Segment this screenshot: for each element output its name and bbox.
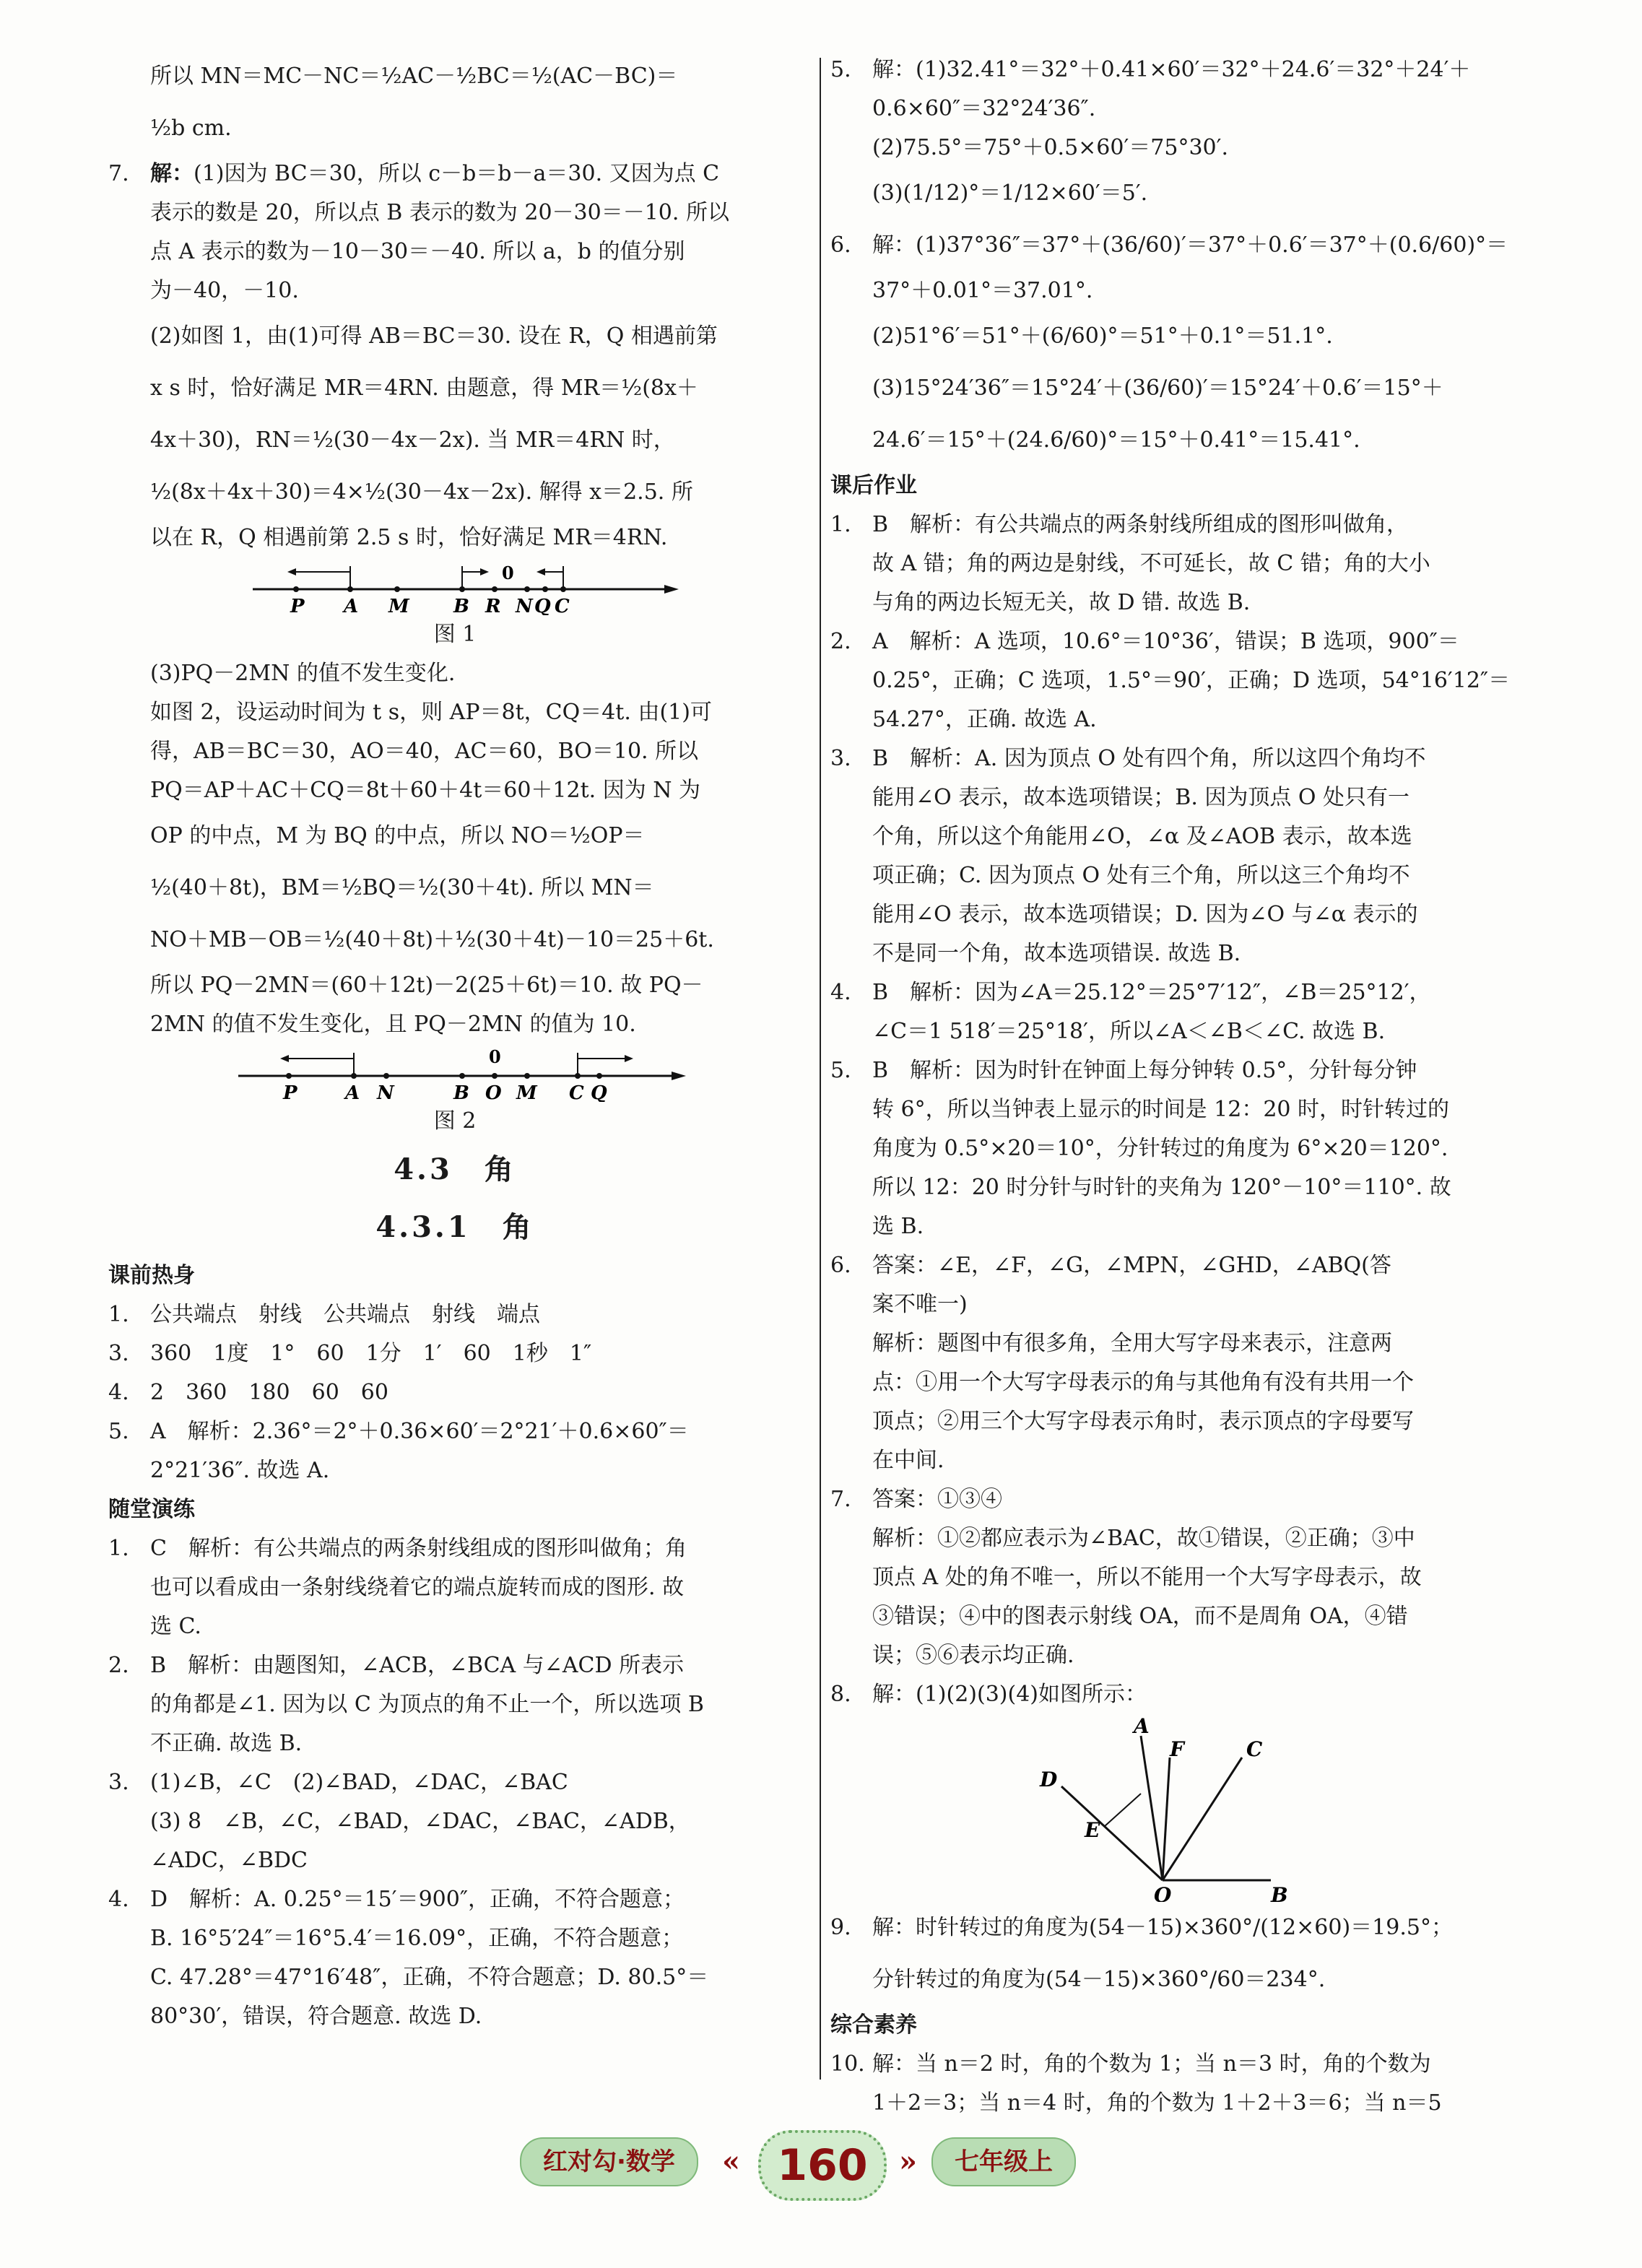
list-item	[108, 1880, 802, 1919]
item-text: 选 B.	[872, 1214, 924, 1239]
item-text: 解：当 n＝2 时，角的个数为 1；当 n＝3 时，角的个数为	[872, 2051, 1431, 2077]
text-line: (1)因为 BC＝30，所以 c－b＝b－a＝30. 又因为点 C	[194, 161, 720, 186]
list-item	[830, 1168, 1524, 1207]
fig1-label: N	[516, 596, 533, 615]
fig1-label: A	[344, 596, 359, 615]
fig2-label: B	[453, 1082, 469, 1102]
item-number: 10.	[830, 2051, 865, 2077]
list-item	[830, 622, 1524, 661]
list-item	[830, 1246, 1524, 1285]
list-item	[108, 1841, 802, 1880]
list-item	[108, 1295, 802, 1334]
list-item	[108, 1646, 802, 1685]
item-text: 37°＋0.01°＝37.01°.	[872, 278, 1093, 303]
item-text: 转 6°，所以当钟表上显示的时间是 12：20 时，时针转过的	[872, 1097, 1450, 1122]
item-text: 解：(1)(2)(3)(4)如图所示：	[872, 1682, 1147, 1707]
item-number: 3.	[108, 1770, 129, 1795]
text-line: 所以 MN＝MC－NC＝½AC－½BC＝½(AC－BC)＝	[150, 64, 678, 89]
text-line: NO＋MB－OB＝½(40＋8t)＋½(30＋4t)－10＝25＋6t.	[150, 927, 714, 952]
item-number: 1.	[108, 1536, 129, 1561]
item-number: 9.	[830, 1915, 851, 1940]
item-text: 在中间.	[872, 1448, 944, 1473]
angle-fig-label: B	[1271, 1883, 1288, 1902]
item-text: D 解析：A. 0.25°＝15′＝900″，正确，不符合题意；	[150, 1887, 685, 1912]
page-number: 160	[758, 2130, 887, 2201]
item-number: 4.	[108, 1887, 129, 1912]
text-line: ½b cm.	[150, 116, 232, 141]
item-text: B 解析：由题图知，∠ACB，∠BCA 与∠ACD 所表示	[150, 1653, 685, 1678]
list-item	[830, 168, 1524, 220]
item-text: (1)∠B，∠C (2)∠BAD，∠DAC，∠BAC	[150, 1770, 568, 1795]
list-item	[108, 1529, 802, 1568]
list-item	[830, 1051, 1524, 1090]
section-title: 4.3 角	[394, 1152, 516, 1186]
list-item	[830, 739, 1524, 778]
item-number: 3.	[830, 746, 851, 771]
section-heading-comprehensive: 综合素养	[830, 2012, 917, 2038]
list-item	[830, 1012, 1524, 1051]
list-item	[108, 1919, 802, 1958]
item-text: 案不唯一)	[872, 1292, 968, 1317]
item-text: B 解析：有公共端点的两条射线所组成的图形叫做角，	[872, 512, 1409, 537]
subsection-title: 4.3.1 角	[375, 1210, 534, 1244]
item-number: 3.	[108, 1341, 129, 1366]
item-text: 解：(1)32.41°＝32°＋0.41×60′＝32°＋24.6′＝32°＋24′＋	[872, 57, 1471, 82]
list-item	[830, 1402, 1524, 1441]
fig2-label: N	[377, 1082, 394, 1102]
number-line-figure-2	[217, 1044, 693, 1102]
list-item	[830, 1675, 1524, 1714]
angle-fig-label: D	[1040, 1768, 1058, 1791]
angle-fig-label: A	[1134, 1714, 1150, 1738]
fig2-zero-label: 0	[489, 1046, 501, 1067]
list-item	[830, 271, 1524, 310]
text-line: 表示的数是 20，所以点 B 表示的数为 20－30＝－10. 所以	[150, 200, 729, 225]
chevron-right-icon: »	[899, 2145, 917, 2178]
chevron-left-icon: «	[722, 2145, 740, 2178]
item-number: 5.	[830, 1058, 851, 1083]
list-item	[830, 1636, 1524, 1675]
item-text: B 解析：A. 因为顶点 O 处有四个角，所以这四个角均不	[872, 746, 1426, 771]
list-item	[830, 1285, 1524, 1324]
jie-label: 解：	[150, 161, 194, 186]
list-item	[108, 1373, 802, 1412]
item-text: C. 47.28°＝47°16′48″，正确，不符合题意；D. 80.5°＝	[150, 1965, 709, 1990]
figure-1-caption: 图 1	[433, 622, 477, 647]
list-item	[108, 1607, 802, 1646]
list-item	[830, 1558, 1524, 1597]
fig2-label: M	[516, 1082, 537, 1102]
text-line: 4x＋30)，RN＝½(30－4x－2x). 当 MR＝4RN 时，	[150, 427, 675, 453]
item-text: 能用∠O 表示，故本选项错误；B. 因为顶点 O 处只有一	[872, 785, 1410, 810]
item-text: B 解析：因为时针在钟面上每分钟转 0.5°，分针每分钟	[872, 1058, 1417, 1083]
list-item	[108, 1451, 802, 1490]
list-item	[830, 1129, 1524, 1168]
list-item	[830, 51, 1524, 90]
item-text: A 解析：2.36°＝2°＋0.36×60′＝2°21′＋0.6×60″＝	[150, 1419, 689, 1444]
list-item	[830, 700, 1524, 739]
text-line: 得，AB＝BC＝30，AO＝40，AC＝60，BO＝10. 所以	[150, 739, 699, 764]
list-item	[108, 1958, 802, 1997]
item-number: 7.	[830, 1487, 851, 1512]
text-line: x s 时，恰好满足 MR＝4RN. 由题意，得 MR＝½(8x＋	[150, 375, 698, 401]
item-text: 选 C.	[150, 1614, 201, 1639]
page-footer	[0, 2130, 1642, 2210]
angle-fig-label: O	[1154, 1883, 1172, 1902]
section-heading-homework: 课后作业	[830, 473, 917, 498]
item-text: 不是同一个角，故本选项错误. 故选 B.	[872, 941, 1241, 966]
section-heading-drill: 随堂演练	[108, 1497, 195, 1522]
list-item	[830, 362, 1524, 414]
section-heading-warmup: 课前热身	[108, 1263, 195, 1288]
list-item	[830, 778, 1524, 817]
item-text: B 解析：因为∠A＝25.12°＝25°7′12″，∠B＝25°12′，	[872, 980, 1431, 1005]
item-text: 答案：∠E，∠F，∠G，∠MPN，∠GHD，∠ABQ(答	[872, 1253, 1391, 1278]
right-column	[830, 51, 1524, 2123]
text-line: 2MN 的值不发生变化，且 PQ－2MN 的值为 10.	[150, 1012, 636, 1037]
number-line-figure-1	[224, 557, 686, 615]
fig2-label: P	[283, 1082, 297, 1102]
grade-pill: 七年级上	[931, 2137, 1076, 2186]
item-text: 0.25°，正确；C 选项，1.5°＝90′，正确；D 选项，54°16′12″＝	[872, 668, 1511, 693]
list-item	[830, 310, 1524, 362]
list-item	[830, 1597, 1524, 1636]
item-text: ∠ADC，∠BDC	[150, 1848, 308, 1873]
item-text: 点：①用一个大写字母表示的角与其他角有没有共用一个	[872, 1370, 1414, 1395]
list-item	[830, 1954, 1524, 2006]
list-item	[830, 1519, 1524, 1558]
list-item	[830, 934, 1524, 973]
text-line: 为－40，－10.	[150, 278, 299, 303]
fig1-label: B	[453, 596, 469, 615]
q7-line	[108, 155, 802, 194]
item-number: 4.	[830, 980, 851, 1005]
fig1-label: Q	[534, 596, 551, 615]
list-item	[830, 1480, 1524, 1519]
text-line: OP 的中点，M 为 BQ 的中点，所以 NO＝½OP＝	[150, 823, 645, 848]
list-item	[830, 856, 1524, 895]
column-divider	[820, 58, 821, 2080]
item-text: 360 1度 1° 60 1分 1′ 60 1秒 1″	[150, 1341, 592, 1366]
item-text: 顶点；②用三个大写字母表示角时，表示顶点的字母要写	[872, 1409, 1414, 1434]
text-line: 点 A 表示的数为－10－30＝－40. 所以 a，b 的值分别	[150, 239, 685, 264]
angle-fig-label: F	[1170, 1737, 1184, 1761]
text-line: (2)如图 1，由(1)可得 AB＝BC＝30. 设在 R，Q 相遇前第	[150, 323, 718, 349]
list-item	[108, 1412, 802, 1451]
item-text: 24.6′＝15°＋(24.6/60)°＝15°＋0.41°＝15.41°.	[872, 427, 1360, 453]
fig1-zero-label: 0	[502, 562, 514, 583]
item-text: 个角，所以这个角能用∠O，∠α 及∠AOB 表示，故本选	[872, 824, 1412, 849]
item-text: 解析：①②都应表示为∠BAC，故①错误，②正确；③中	[872, 1526, 1415, 1551]
list-item	[830, 1207, 1524, 1246]
item-text: 误；⑤⑥表示均正确.	[872, 1643, 1074, 1668]
text-line: PQ＝AP＋AC＋CQ＝8t＋60＋4t＝60＋12t. 因为 N 为	[150, 778, 701, 803]
list-item	[830, 505, 1524, 544]
text-line: ½(8x＋4x＋30)＝4×½(30－4x－2x). 解得 x＝2.5. 所	[150, 479, 693, 505]
angle-figure	[1033, 1714, 1321, 1902]
list-item	[830, 973, 1524, 1012]
item-number: 5.	[108, 1419, 129, 1444]
fig2-label: O	[485, 1082, 502, 1102]
item-text: (2)51°6′＝51°＋(6/60)°＝51°＋0.1°＝51.1°.	[872, 323, 1333, 349]
item-text: 解：时针转过的角度为(54－15)×360°/(12×60)＝19.5°；	[872, 1915, 1453, 1940]
item-text: 公共端点 射线 公共端点 射线 端点	[150, 1302, 540, 1327]
list-item	[830, 90, 1524, 129]
item-number: 8.	[830, 1682, 851, 1707]
item-number: 1.	[108, 1302, 129, 1327]
list-item	[108, 1685, 802, 1724]
left-column	[108, 51, 802, 2036]
list-item	[830, 544, 1524, 583]
fig2-label: C	[569, 1082, 584, 1102]
text-line: ½(40＋8t)，BM＝½BQ＝½(30＋4t). 所以 MN＝	[150, 875, 654, 900]
fig2-label: Q	[591, 1082, 607, 1102]
item-text: 不正确. 故选 B.	[150, 1731, 303, 1756]
text-line: 所以 PQ－2MN＝(60＋12t)－2(25＋6t)＝10. 故 PQ－	[150, 973, 703, 998]
item-text: B. 16°5′24″＝16°5.4′＝16.09°，正确，不符合题意；	[150, 1926, 684, 1951]
list-item	[108, 1568, 802, 1607]
fig2-label: A	[345, 1082, 360, 1102]
item-text: 所以 12：20 时分针与时针的夹角为 120°－10°＝110°. 故	[872, 1175, 1451, 1200]
list-item	[830, 817, 1524, 856]
item-text: 的角都是∠1. 因为以 C 为顶点的角不止一个，所以选项 B	[150, 1692, 704, 1717]
list-item	[830, 1324, 1524, 1363]
item-text: 80°30′，错误，符合题意. 故选 D.	[150, 2004, 482, 2029]
angle-fig-label: C	[1246, 1737, 1263, 1761]
list-item	[830, 2084, 1524, 2123]
text-line: (3)PQ－2MN 的值不发生变化.	[150, 661, 456, 686]
list-item	[830, 895, 1524, 934]
list-item	[830, 129, 1524, 168]
list-item	[830, 1441, 1524, 1480]
fig1-label: R	[485, 596, 501, 615]
item-text: 角度为 0.5°×20＝10°，分针转过的角度为 6°×20＝120°.	[872, 1136, 1448, 1161]
list-item	[108, 1763, 802, 1802]
item-text: 也可以看成由一条射线绕着它的端点旋转而成的图形. 故	[150, 1575, 685, 1600]
item-number: 4.	[108, 1380, 129, 1405]
item-text: ∠C＝1 518′＝25°18′，所以∠A＜∠B＜∠C. 故选 B.	[872, 1019, 1386, 1044]
q7-number: 7.	[108, 161, 129, 186]
item-number: 5.	[830, 57, 851, 82]
item-text: 故 A 错；角的两边是射线，不可延长，故 C 错；角的大小	[872, 551, 1430, 576]
item-text: ③错误；④中的图表示射线 OA，而不是周角 OA，④错	[872, 1604, 1408, 1629]
item-text: (2)75.5°＝75°＋0.5×60′＝75°30′.	[872, 135, 1228, 160]
list-item	[830, 1363, 1524, 1402]
item-number: 2.	[830, 629, 851, 654]
item-text: 能用∠O 表示，故本选项错误；D. 因为∠O 与∠α 表示的	[872, 902, 1418, 927]
item-text: 项正确；C. 因为顶点 O 处有三个角，所以这三个角均不	[872, 863, 1410, 888]
item-text: (3) 8 ∠B，∠C，∠BAD，∠DAC，∠BAC，∠ADB，	[150, 1809, 690, 1834]
item-text: 1＋2＝3；当 n＝4 时，角的个数为 1＋2＋3＝6；当 n＝5	[872, 2090, 1442, 2116]
list-item	[108, 1334, 802, 1373]
item-text: A 解析：A 选项，10.6°＝10°36′，错误；B 选项，900″＝	[872, 629, 1459, 654]
figure-2-caption: 图 2	[433, 1108, 477, 1134]
item-number: 6.	[830, 1253, 851, 1278]
text-line: 如图 2，设运动时间为 t s，则 AP＝8t，CQ＝4t. 由(1)可	[150, 700, 712, 725]
item-text: 解：(1)37°36″＝37°＋(36/60)′＝37°＋0.6′＝37°＋(0.6/60)°＝	[872, 233, 1508, 258]
item-text: 顶点 A 处的角不唯一，所以不能用一个大写字母表示，故	[872, 1565, 1422, 1590]
item-number: 2.	[108, 1653, 129, 1678]
list-item	[830, 661, 1524, 700]
item-text: (3)(1/12)°＝1/12×60′＝5′.	[872, 181, 1148, 206]
item-text: 与角的两边长短无关，故 D 错. 故选 B.	[872, 590, 1251, 615]
item-text: 解析：题图中有很多角，全用大写字母来表示，注意两	[872, 1331, 1392, 1356]
list-item	[830, 414, 1524, 466]
list-item	[830, 1090, 1524, 1129]
brand-pill: 红对勾·数学	[520, 2137, 698, 2186]
item-text: 分针转过的角度为(54－15)×360°/60＝234°.	[872, 1967, 1326, 1992]
list-item	[830, 2045, 1524, 2084]
fig1-label: P	[290, 596, 305, 615]
list-item	[108, 1724, 802, 1763]
text-line: 以在 R，Q 相遇前第 2.5 s 时，恰好满足 MR＝4RN.	[150, 525, 668, 550]
item-text: 0.6×60″＝32°24′36″.	[872, 96, 1096, 121]
list-item	[830, 220, 1524, 271]
item-number: 6.	[830, 233, 851, 258]
item-text: 2 360 180 60 60	[150, 1380, 388, 1405]
fig1-label: M	[388, 596, 409, 615]
item-text: C 解析：有公共端点的两条射线组成的图形叫做角；角	[150, 1536, 687, 1561]
item-text: 答案：①③④	[872, 1487, 1002, 1512]
item-text: 54.27°，正确. 故选 A.	[872, 707, 1097, 732]
list-item	[108, 1997, 802, 2036]
list-item	[108, 1802, 802, 1841]
item-text: 2°21′36″. 故选 A.	[150, 1458, 330, 1483]
list-item	[830, 583, 1524, 622]
item-text: (3)15°24′36″＝15°24′＋(36/60)′＝15°24′＋0.6′＝15°＋	[872, 375, 1443, 401]
list-item	[830, 1902, 1524, 1954]
item-number: 1.	[830, 512, 851, 537]
angle-fig-label: E	[1085, 1818, 1100, 1842]
fig1-label: C	[555, 596, 570, 615]
